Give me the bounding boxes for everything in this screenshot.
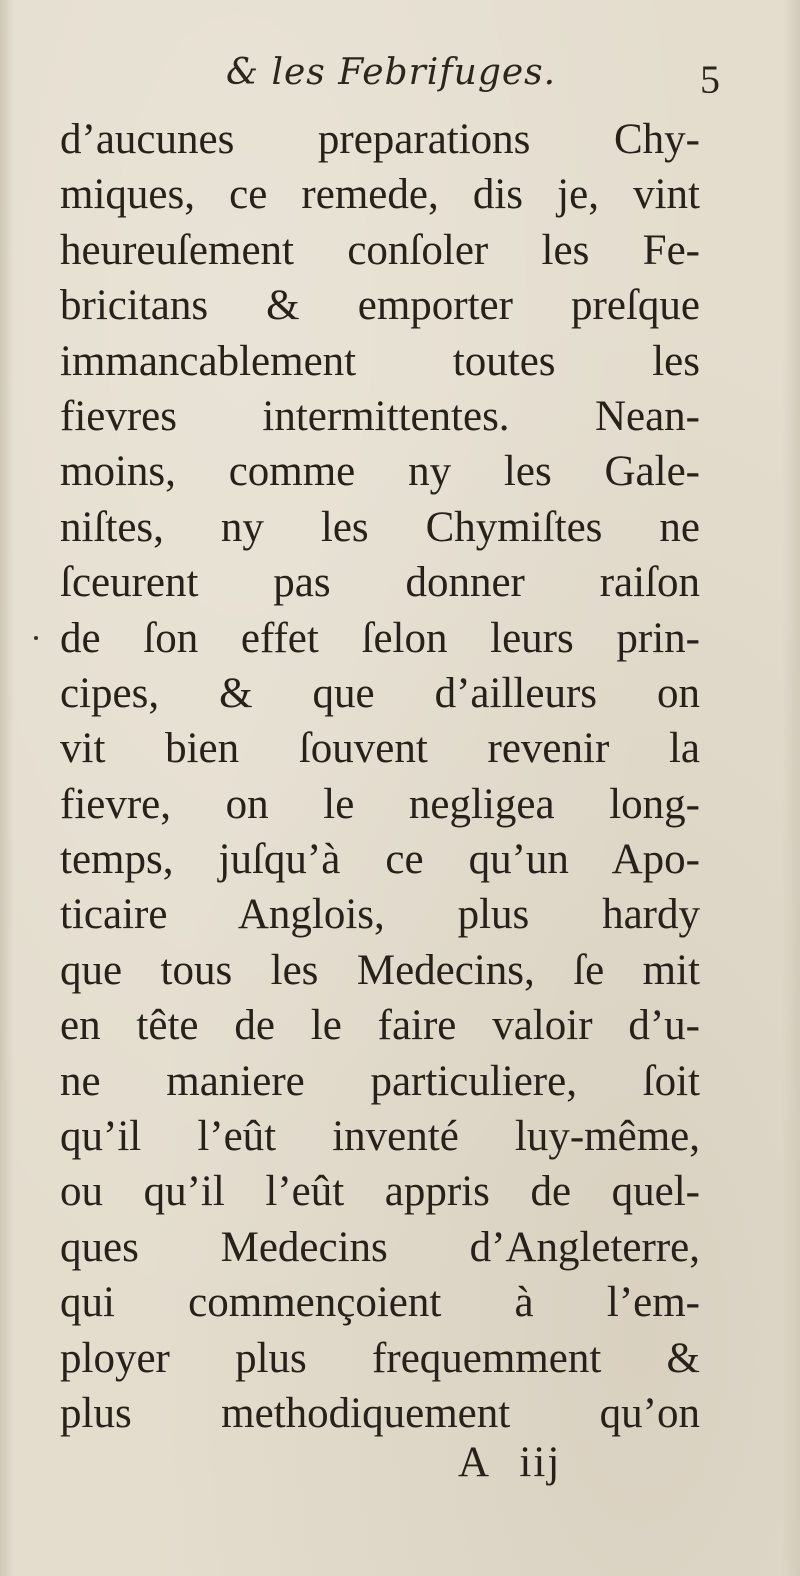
text-line: de ſon effet ſelon leurs prin- xyxy=(60,614,700,662)
text-line: ou qu’il l’eût appris de quel- xyxy=(60,1168,700,1216)
page-edge-shadow-right xyxy=(782,0,800,1576)
text-line: cipes, & que d’ailleurs on xyxy=(60,669,700,717)
text-line: ques Medecins d’Angleterre, xyxy=(60,1223,700,1271)
text-line: plus methodiquement qu’on xyxy=(60,1389,700,1437)
text-line: que tous les Medecins, ſe mit xyxy=(60,946,700,994)
margin-dot-mark xyxy=(34,636,38,640)
text-line: ne maniere particuliere, ſoit xyxy=(60,1057,700,1105)
running-title: & les Febrifuges. xyxy=(226,52,557,93)
text-line: ticaire Anglois, plus hardy xyxy=(60,891,700,939)
text-line: ſceurent pas donner raiſon xyxy=(60,559,700,607)
text-line: qui commençoient à l’em- xyxy=(60,1279,700,1327)
signature-mark: A iij xyxy=(458,1439,562,1486)
text-line: heureuſement conſoler les Fe- xyxy=(60,226,700,274)
text-line: miques, ce remede, dis je, vint xyxy=(60,171,700,219)
text-line: niſtes, ny les Chymiſtes ne xyxy=(60,503,700,551)
text-line: ployer plus frequemment & xyxy=(60,1334,700,1382)
text-line: d’aucunes preparations Chy- xyxy=(60,116,700,163)
running-head xyxy=(60,52,720,112)
text-line: immancablement toutes les xyxy=(60,337,700,385)
text-line: qu’il l’eût inventé luy-même, xyxy=(60,1113,700,1161)
text-line: bricitans & emporter preſque xyxy=(60,282,700,330)
text-line: moins, comme ny les Gale- xyxy=(60,448,700,496)
text-line: fievres intermittentes. Nean- xyxy=(60,392,700,440)
text-line: temps, juſqu’à ce qu’un Apo- xyxy=(60,836,700,884)
page-number: 5 xyxy=(700,57,720,102)
text-line: vit bien ſouvent revenir la xyxy=(60,725,700,773)
body-text xyxy=(60,112,700,1441)
text-line: fievre, on le negligea long- xyxy=(60,780,700,828)
text-line: en tête de le faire valoir d’u- xyxy=(60,1002,700,1050)
page-edge-shadow-left xyxy=(0,0,14,1576)
